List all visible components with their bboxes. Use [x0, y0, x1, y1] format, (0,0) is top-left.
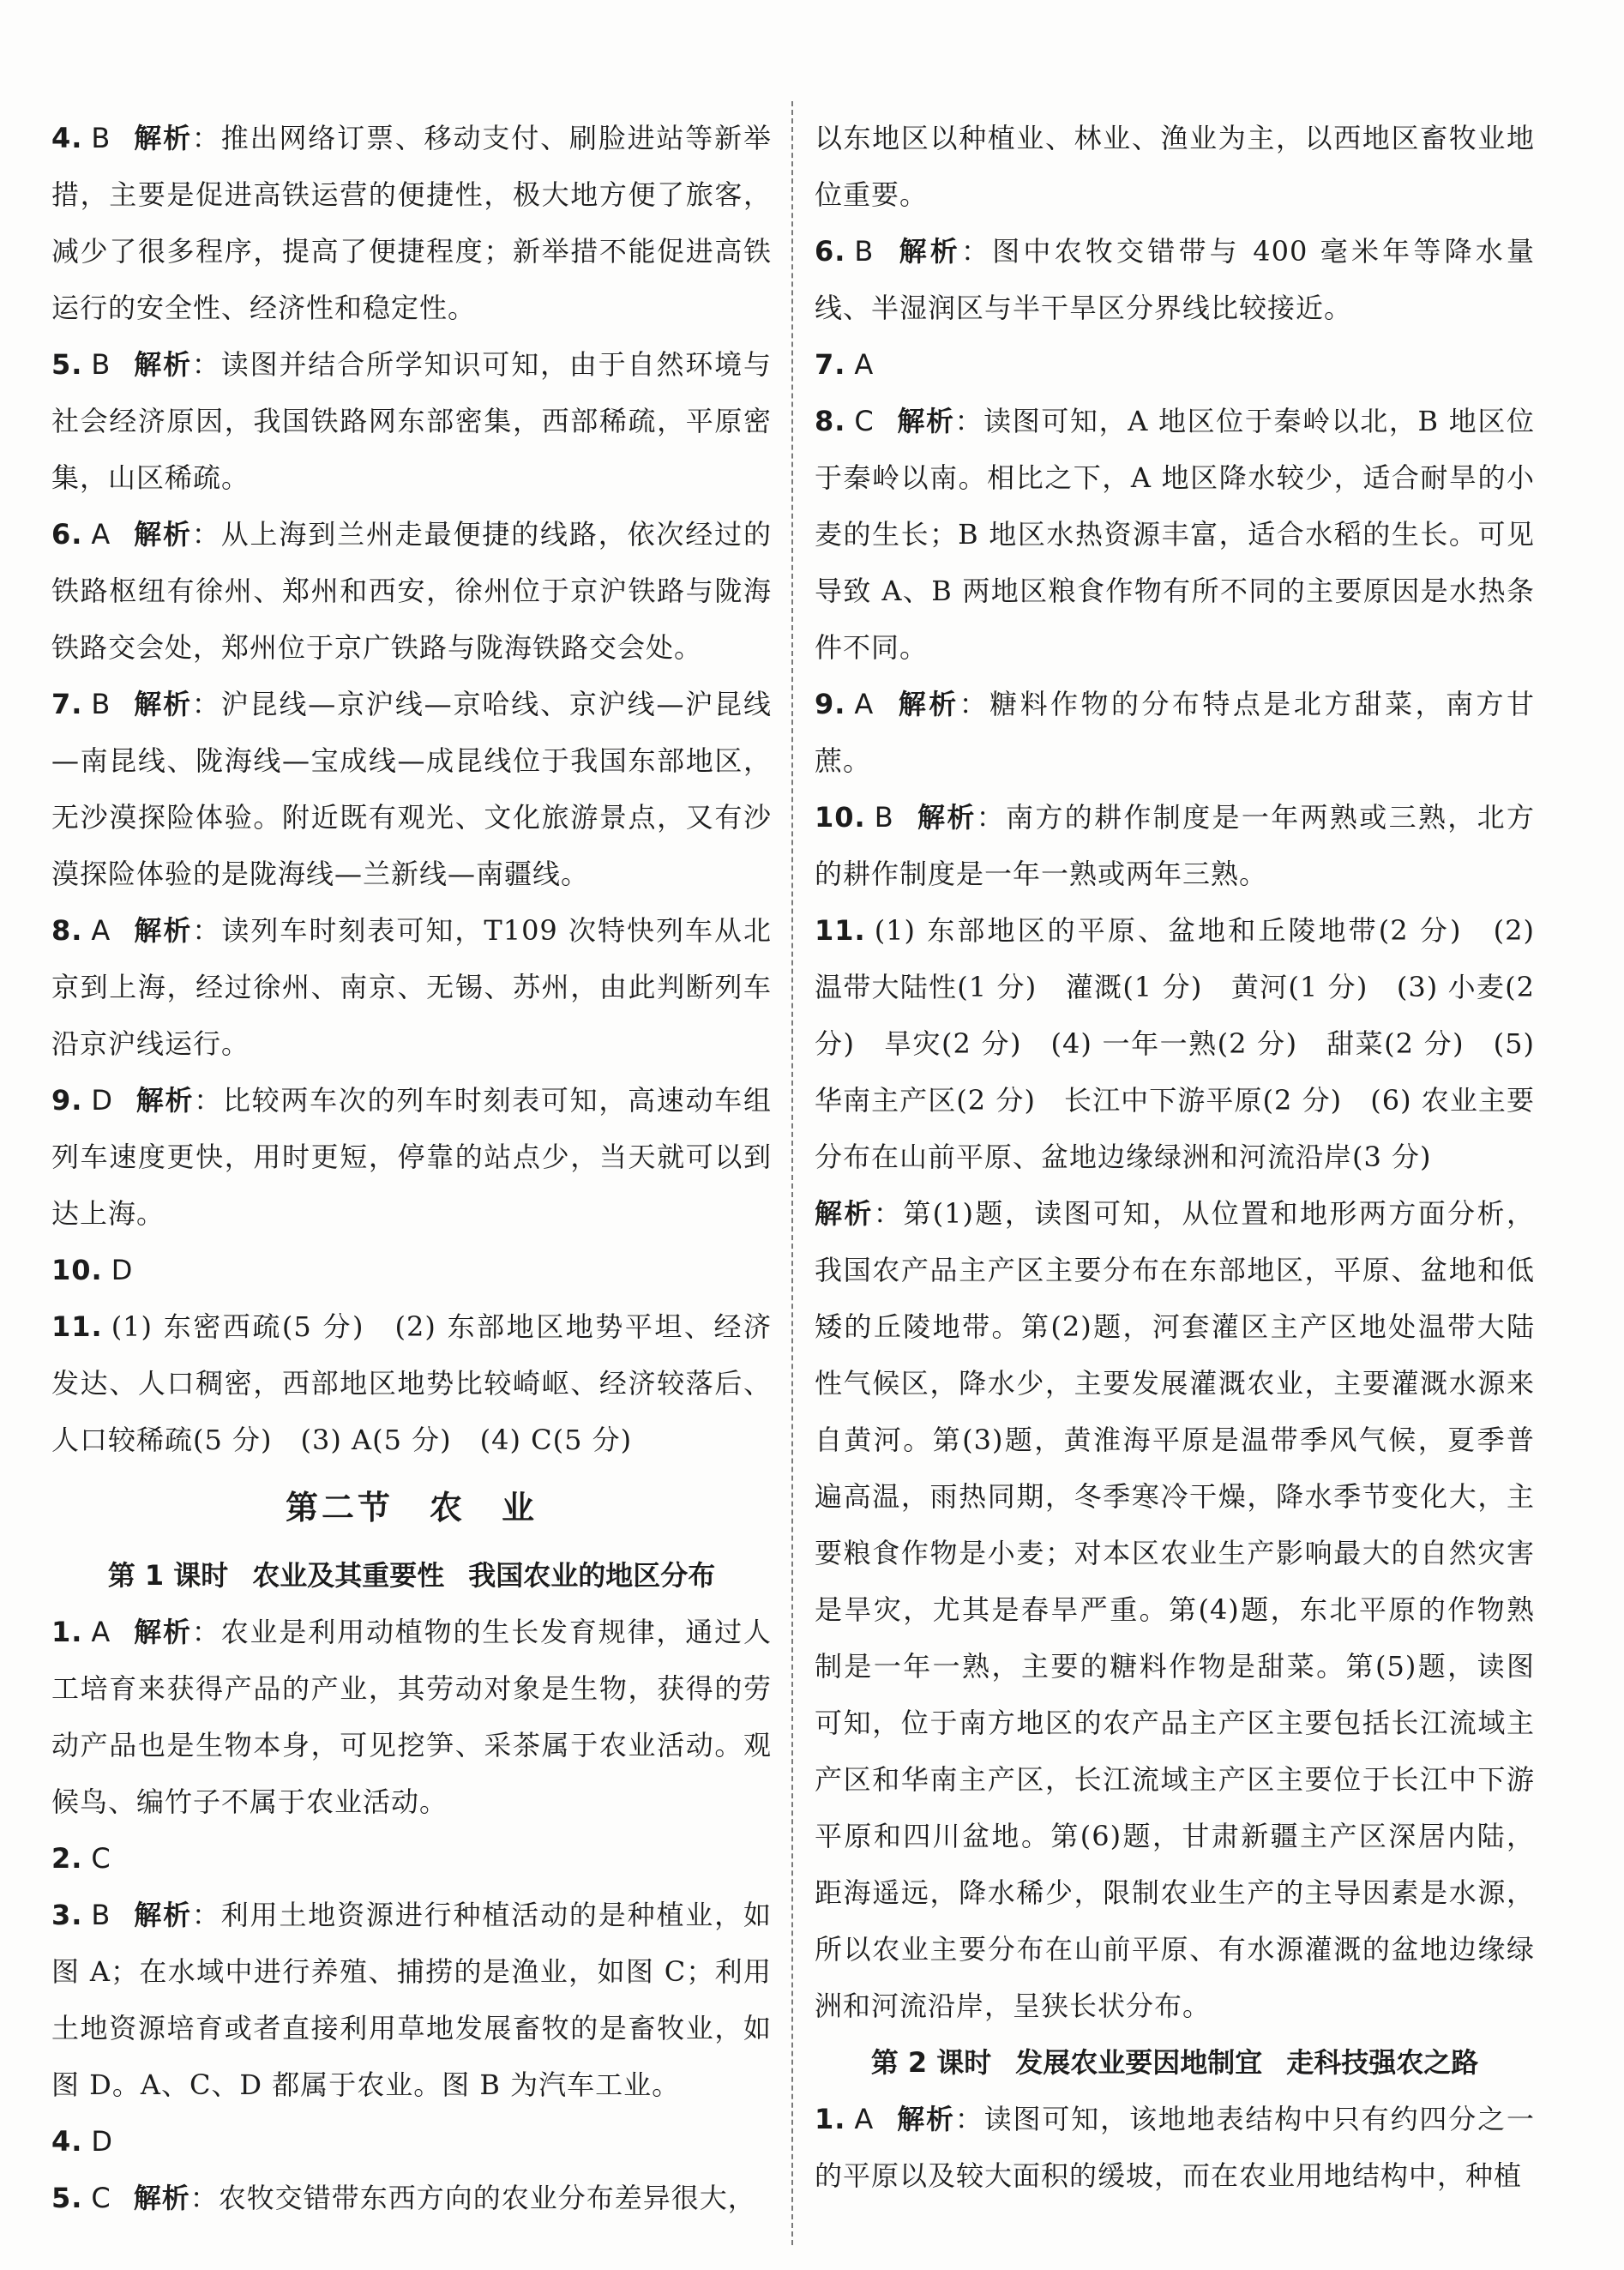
answer-item: [815, 902, 1535, 1185]
answer-item: [815, 1185, 1535, 2034]
analysis-label: 解析: [133, 688, 192, 720]
answer-item: [51, 2113, 772, 2170]
analysis-label: 解析: [896, 2103, 955, 2135]
answer-choice: B: [854, 235, 875, 268]
answer-item: [815, 393, 1535, 676]
answer-item: [51, 902, 772, 1072]
question-number: 11.: [51, 1310, 103, 1343]
analysis-text: (1) 东部地区的平原、盆地和丘陵地带(2 分) (2) 温带大陆性(1 分) 灌溉(1 分) 黄河(1 分) (3) 小麦(2 分) 旱灾(2 分) (4) 一年一熟(2 分) 甜菜(2 分) (5) 华南主产区(2 分) 长江中下游平原(2 分) (6) 农业主要分布在山前平原、盆地边缘绿洲和河流沿岸(3 分): [815, 914, 1535, 1173]
question-number: 1.: [51, 1616, 83, 1648]
lesson-title-part: 农业及其重要性: [252, 1559, 445, 1592]
answer-choice: A: [91, 1616, 111, 1648]
answer-item: [51, 336, 772, 506]
column-divider: [791, 101, 793, 2245]
lesson-title-part: 走科技强农之路: [1286, 2046, 1479, 2079]
analysis-label: 解析: [896, 405, 955, 437]
answer-choice: A: [91, 914, 111, 947]
question-number: 3.: [51, 1899, 83, 1931]
question-number: 11.: [815, 914, 866, 947]
answer-choice: A: [91, 518, 111, 551]
analysis-text: ：图中农牧交错带与 400 毫米年等降水量线、半湿润区与半干旱区分界线比较接近。: [815, 235, 1535, 324]
answer-item: [51, 1830, 772, 1887]
left-column: [51, 110, 772, 2254]
answer-list: [51, 1604, 772, 2226]
question-number: 8.: [815, 405, 846, 437]
analysis-text: ：农牧交错带东西方向的农业分布差异很大，: [189, 2182, 756, 2214]
answer-choice: B: [874, 801, 894, 834]
answer-choice: A: [854, 688, 875, 720]
analysis-label: 解析: [135, 1084, 195, 1117]
answer-choice: A: [854, 2103, 875, 2135]
analysis-text: ：推出网络订票、移动支付、刷脸进站等新举措，主要是促进高铁运营的便捷性，极大地方便了旅客，减少了很多程序，提高了便捷程度；新举措不能促进高铁运行的安全性、经济性和稳定性。: [51, 122, 772, 324]
answer-item: [51, 1604, 772, 1830]
analysis-text: ：沪昆线—京沪线—京哈线、京沪线—沪昆线—南昆线、陇海线—宝成线—成昆线位于我国东部地区，无沙漠探险体验。附近既有观光、文化旅游景点，又有沙漠探险体验的是陇海线—兰新线—南疆线。: [51, 688, 772, 890]
question-number: 7.: [51, 688, 83, 720]
analysis-label: 解析: [133, 518, 192, 551]
lesson-label: 第 1 课时: [107, 1559, 229, 1592]
answer-choice: D: [91, 2125, 114, 2158]
lesson-heading: [815, 2034, 1535, 2091]
answer-item: [51, 110, 772, 336]
analysis-text: ：读列车时刻表可知，T109 次特快列车从北京到上海，经过徐州、南京、无锡、苏州，由此判断列车沿京沪线运行。: [51, 914, 772, 1060]
answer-item: [51, 1298, 772, 1468]
question-number: 4.: [51, 122, 83, 154]
answer-choice: C: [91, 2182, 111, 2214]
analysis-text: ：南方的耕作制度是一年两熟或三熟，北方的耕作制度是一年一熟或两年三熟。: [815, 801, 1535, 890]
answer-list: [815, 110, 1535, 2034]
analysis-text: ：比较两车次的列车时刻表可知，高速动车组列车速度更快，用时更短，停靠的站点少，当天就可以到达上海。: [51, 1084, 772, 1230]
question-number: 6.: [815, 235, 846, 268]
question-number: 7.: [815, 348, 846, 381]
answer-choice: A: [854, 348, 875, 381]
question-number: 2.: [51, 1842, 83, 1875]
analysis-label: 解析: [133, 2182, 190, 2214]
question-number: 9.: [51, 1084, 83, 1117]
answer-choice: D: [91, 1084, 114, 1117]
question-number: 1.: [815, 2103, 846, 2135]
analysis-label: 解析: [916, 801, 977, 834]
answer-choice: D: [111, 1254, 134, 1286]
analysis-text: ：读图并结合所学知识可知，由于自然环境与社会经济原因，我国铁路网东部密集，西部稀疏，平原密集，山区稀疏。: [51, 348, 772, 494]
answer-item: [51, 1887, 772, 2113]
question-number: 9.: [815, 688, 846, 720]
analysis-label: 解析: [896, 688, 959, 720]
answer-list: [815, 2091, 1535, 2204]
lesson-title-part: 发展农业要因地制宜: [1015, 2046, 1263, 2079]
lesson-heading: [51, 1547, 772, 1604]
analysis-label: 解析: [896, 235, 962, 268]
analysis-text: ：读图可知，A 地区位于秦岭以北，B 地区位于秦岭以南。相比之下，A 地区降水较少，适合耐旱的小麦的生长；B 地区水热资源丰富，适合水稻的生长。可见导致 A、B 两地区粮食作物有所不同的主要原因是水热条件不同。: [815, 405, 1535, 664]
analysis-label: 解析: [133, 914, 193, 947]
section-title: 第二节 农 业: [285, 1489, 538, 1526]
answer-item: [51, 1072, 772, 1242]
answer-choice: C: [91, 1842, 111, 1875]
answer-item: [51, 676, 772, 902]
analysis-label: 解析: [815, 1197, 874, 1230]
analysis-text: ：读图可知，该地地表结构中只有约四分之一的平原以及较大面积的缓坡，而在农业用地结构中，种植: [815, 2103, 1535, 2192]
analysis-text: ：糖料作物的分布特点是北方甜菜，南方甘蔗。: [815, 688, 1535, 777]
lesson-title-part: 我国农业的地区分布: [468, 1559, 716, 1592]
analysis-text: ：第(1)题，读图可知，从位置和地形两方面分析，我国农产品主产区主要分布在东部地区，平原、盆地和低矮的丘陵地带。第(2)题，河套灌区主产区地处温带大陆性气候区，降水少，主要发展灌溉农业，主要灌溉水源来自黄河。第(3)题，黄淮海平原是温带季风气候，夏季普遍高温，雨热同期，冬季寒冷干燥，降水季节变化大，主要粮食作物是小麦；对本区农业生产影响最大的自然灾害是旱灾，尤其是春旱严重。第(4)题，东北平原的作物熟制是一年一熟，主要的糖料作物是甜菜。第(5)题，读图可知，位于南方地区的农产品主产区主要包括长江流域主产区和华南主产区，长江流域主产区主要位于长江中下游平原和四川盆地。第(6)题，甘肃新疆主产区深居内陆，距海遥远，降水稀少，限制农业生产的主导因素是水源，所以农业主要分布在山前平原、有水源灌溉的盆地边缘绿洲和河流沿岸，呈狭长状分布。: [815, 1197, 1535, 2022]
question-number: 10.: [815, 801, 866, 834]
answer-choice: B: [91, 348, 111, 381]
answer-list: [51, 110, 772, 1468]
answer-item: [51, 2170, 772, 2226]
analysis-text: ：农业是利用动植物的生长发育规律，通过人工培育来获得产品的产业，其劳动对象是生物，获得的劳动产品也是生物本身，可见挖笋、采茶属于农业活动。观候鸟、编竹子不属于农业活动。: [51, 1616, 772, 1818]
answer-choice: B: [91, 122, 111, 154]
lesson-label: 第 2 课时: [870, 2046, 992, 2079]
answer-item: [51, 1242, 772, 1298]
question-number: 5.: [51, 348, 83, 381]
answer-choice: B: [91, 1899, 111, 1931]
question-number: 4.: [51, 2125, 83, 2158]
answer-choice: B: [91, 688, 111, 720]
analysis-text: ：利用土地资源进行种植活动的是种植业，如图 A；在水域中进行养殖、捕捞的是渔业，如图 C；利用土地资源培育或者直接利用草地发展畜牧的是畜牧业，如图 D。A、C、D 都属于农业。图 B 为汽车工业。: [51, 1899, 772, 2101]
answer-item: [815, 2091, 1535, 2204]
answer-item: [815, 676, 1535, 789]
answer-item: [815, 336, 1535, 393]
analysis-label: 解析: [133, 1899, 192, 1931]
question-number: 5.: [51, 2182, 83, 2214]
analysis-text: ：从上海到兰州走最便捷的线路，依次经过的铁路枢纽有徐州、郑州和西安，徐州位于京沪铁路与陇海铁路交会处，郑州位于京广铁路与陇海铁路交会处。: [51, 518, 772, 664]
analysis-label: 解析: [133, 348, 192, 381]
analysis-text: (1) 东密西疏(5 分) (2) 东部地区地势平坦、经济发达、人口稠密，西部地区地势比较崎岖、经济较落后、人口较稀疏(5 分) (3) A(5 分) (4) C(5 分): [51, 1310, 772, 1456]
answer-choice: C: [854, 405, 875, 437]
answer-item: [815, 110, 1535, 223]
question-number: 6.: [51, 518, 83, 551]
analysis-text: 以东地区以种植业、林业、渔业为主，以西地区畜牧业地位重要。: [815, 122, 1535, 211]
right-column: [815, 110, 1535, 2254]
answer-item: [815, 223, 1535, 336]
question-number: 10.: [51, 1254, 103, 1286]
analysis-label: 解析: [133, 1616, 192, 1648]
answer-item: [815, 789, 1535, 902]
answer-item: [51, 506, 772, 676]
question-number: 8.: [51, 914, 83, 947]
analysis-label: 解析: [133, 122, 192, 154]
